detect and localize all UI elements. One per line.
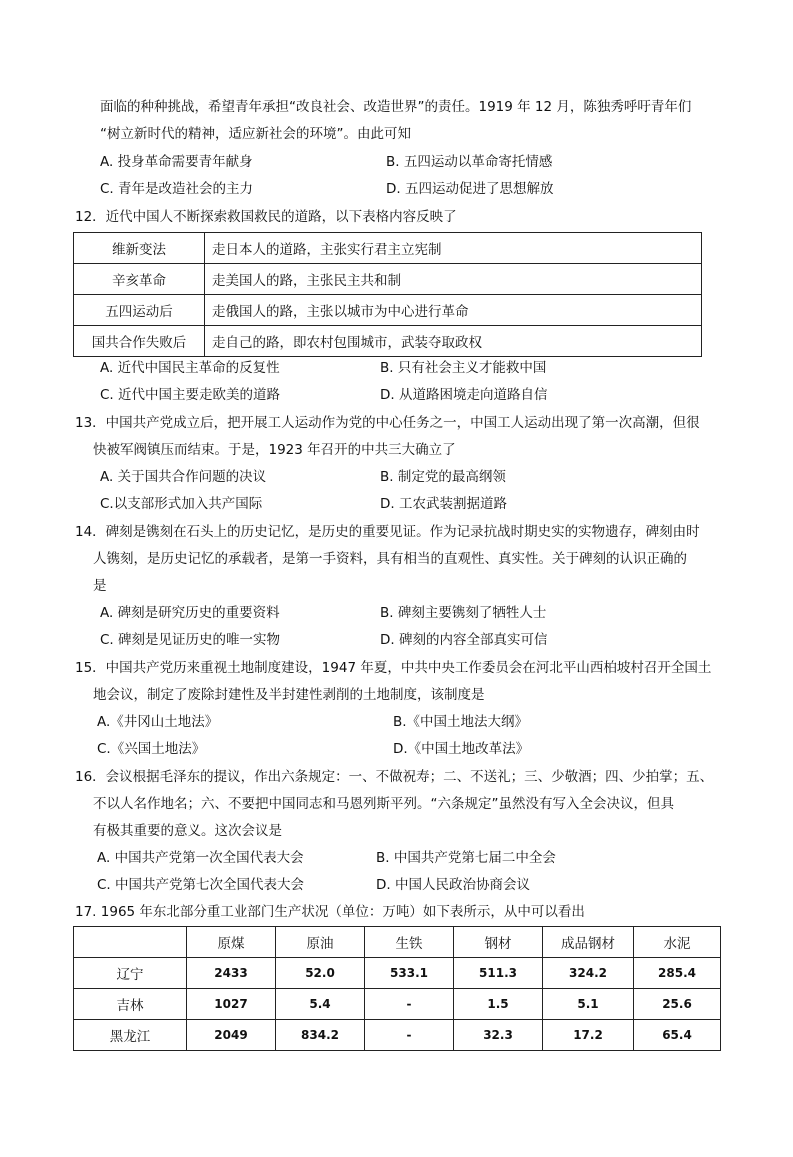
- q14-option-a[interactable]: A. 碑刻是研究历史的重要资料: [100, 605, 280, 621]
- q12-option-c[interactable]: C. 近代中国主要走欧美的道路: [100, 387, 281, 403]
- q15-option-b[interactable]: B.《中国土地法大纲》: [393, 714, 529, 730]
- q11-line2: “树立新时代的精神，适应新社会的环境”。由此可知: [100, 126, 411, 142]
- table-cell: 17.2: [543, 1020, 634, 1051]
- table-cell: 2433: [187, 958, 276, 989]
- table-cell: 国共合作失败后: [74, 326, 205, 357]
- q11-line1: 面临的种种挑战，希望青年承担“改良社会、改造世界”的责任。1919 年 12 月，陈独秀呼吁青年们: [100, 99, 692, 115]
- table-header-row: [74, 927, 721, 958]
- table-cell: 52.0: [276, 958, 365, 989]
- q15-line1: 15．中国共产党历来重视土地制度建设，1947 年夏，中共中央工作委员会在河北平山西柏坡村召开全国土: [75, 660, 712, 676]
- q13-line1: 13．中国共产党成立后，把开展工人运动作为党的中心任务之一，中国工人运动出现了第一次高潮，但很: [75, 415, 700, 431]
- table-header-cell: 原油: [276, 927, 365, 958]
- table-row: [74, 326, 702, 357]
- q14-option-d[interactable]: D. 碑刻的内容全部真实可信: [380, 632, 548, 648]
- q11-option-b[interactable]: B. 五四运动以革命寄托情感: [386, 154, 553, 170]
- q14-option-b[interactable]: B. 碑刻主要镌刻了牺牲人士: [380, 605, 547, 621]
- table-row: [74, 295, 702, 326]
- table-cell: 1.5: [454, 989, 543, 1020]
- q11-option-d[interactable]: D. 五四运动促进了思想解放: [386, 181, 554, 197]
- table-cell: 走自己的路，即农村包围城市，武装夺取政权: [205, 326, 702, 357]
- q12-option-b[interactable]: B. 只有社会主义才能救中国: [380, 360, 547, 376]
- table-cell: 511.3: [454, 958, 543, 989]
- table-cell: 辽宁: [74, 958, 187, 989]
- table-header-cell: 钢材: [454, 927, 543, 958]
- q12-option-d[interactable]: D. 从道路困境走向道路自信: [380, 387, 548, 403]
- q13-line2: 快被军阀镇压而结束。于是，1923 年召开的中共三大确立了: [93, 442, 456, 458]
- q14-option-c[interactable]: C. 碑刻是见证历史的唯一实物: [100, 632, 281, 648]
- table-cell: 285.4: [634, 958, 721, 989]
- q14-line1: 14．碑刻是镌刻在石头上的历史记忆，是历史的重要见证。作为记录抗战时期史实的实物遗存，碑刻由时: [75, 524, 700, 540]
- q17-table: [73, 926, 721, 1051]
- table-cell: 2049: [187, 1020, 276, 1051]
- q11-option-a[interactable]: A. 投身革命需要青年献身: [100, 154, 253, 170]
- q17-stem: 17. 1965 年东北部分重工业部门生产状况（单位：万吨）如下表所示，从中可以看出: [75, 904, 585, 920]
- q13-option-a[interactable]: A. 关于国共合作问题的决议: [100, 469, 267, 485]
- table-cell: 走美国人的路，主张民主共和制: [205, 264, 702, 295]
- table-cell: 25.6: [634, 989, 721, 1020]
- q15-option-c[interactable]: C.《兴国土地法》: [97, 741, 206, 757]
- q16-option-d[interactable]: D. 中国人民政治协商会议: [376, 877, 530, 893]
- table-cell: 五四运动后: [74, 295, 205, 326]
- q13-option-d[interactable]: D. 工农武装割据道路: [380, 496, 507, 512]
- table-cell: 维新变法: [74, 233, 205, 264]
- table-cell: -: [365, 1020, 454, 1051]
- table-cell: -: [365, 989, 454, 1020]
- table-header-cell: 生铁: [365, 927, 454, 958]
- q13-option-b[interactable]: B. 制定党的最高纲领: [380, 469, 506, 485]
- table-cell: 834.2: [276, 1020, 365, 1051]
- q11-option-c[interactable]: C. 青年是改造社会的主力: [100, 181, 254, 197]
- table-cell: 黑龙江: [74, 1020, 187, 1051]
- q15-line2: 地会议，制定了废除封建性及半封建性剥削的土地制度，该制度是: [93, 687, 485, 703]
- table-cell: 324.2: [543, 958, 634, 989]
- q16-option-b[interactable]: B. 中国共产党第七届二中全会: [376, 850, 556, 866]
- q14-line2: 人镌刻，是历史记忆的承载者，是第一手资料，具有相当的直观性、真实性。关于碑刻的认识正确的: [93, 551, 687, 567]
- q14-line3: 是: [93, 578, 107, 594]
- q16-option-c[interactable]: C. 中国共产党第七次全国代表大会: [97, 877, 305, 893]
- q15-option-a[interactable]: A.《井冈山土地法》: [97, 714, 219, 730]
- table-cell: 32.3: [454, 1020, 543, 1051]
- table-header-cell: 水泥: [634, 927, 721, 958]
- table-cell: 走日本人的道路，主张实行君主立宪制: [205, 233, 702, 264]
- table-cell: 辛亥革命: [74, 264, 205, 295]
- q16-line3: 有极其重要的意义。这次会议是: [93, 823, 282, 839]
- table-header-cell: [74, 927, 187, 958]
- table-row: [74, 1020, 721, 1051]
- q13-option-c[interactable]: C.以支部形式加入共产国际: [100, 496, 263, 512]
- table-header-cell: 原煤: [187, 927, 276, 958]
- table-row: [74, 989, 721, 1020]
- table-row: [74, 233, 702, 264]
- q15-option-d[interactable]: D.《中国土地改革法》: [393, 741, 530, 757]
- table-cell: 5.4: [276, 989, 365, 1020]
- q16-option-a[interactable]: A. 中国共产党第一次全国代表大会: [97, 850, 304, 866]
- q16-line1: 16．会议根据毛泽东的提议，作出六条规定：一、不做祝寿；二、不送礼；三、少敬酒；四、少拍掌；五、: [75, 769, 714, 785]
- table-cell: 走俄国人的路，主张以城市为中心进行革命: [205, 295, 702, 326]
- table-cell: 5.1: [543, 989, 634, 1020]
- table-cell: 533.1: [365, 958, 454, 989]
- table-cell: 65.4: [634, 1020, 721, 1051]
- q12-option-a[interactable]: A. 近代中国民主革命的反复性: [100, 360, 280, 376]
- table-row: [74, 958, 721, 989]
- table-row: [74, 264, 702, 295]
- table-header-cell: 成品钢材: [543, 927, 634, 958]
- table-cell: 1027: [187, 989, 276, 1020]
- table-cell: 吉林: [74, 989, 187, 1020]
- q12-stem: 12．近代中国人不断探索救国救民的道路，以下表格内容反映了: [75, 209, 457, 225]
- q16-line2: 不以人名作地名；六、不要把中国同志和马恩列斯平列。“六条规定”虽然没有写入全会决议，但具: [93, 796, 674, 812]
- q12-table: [73, 232, 702, 357]
